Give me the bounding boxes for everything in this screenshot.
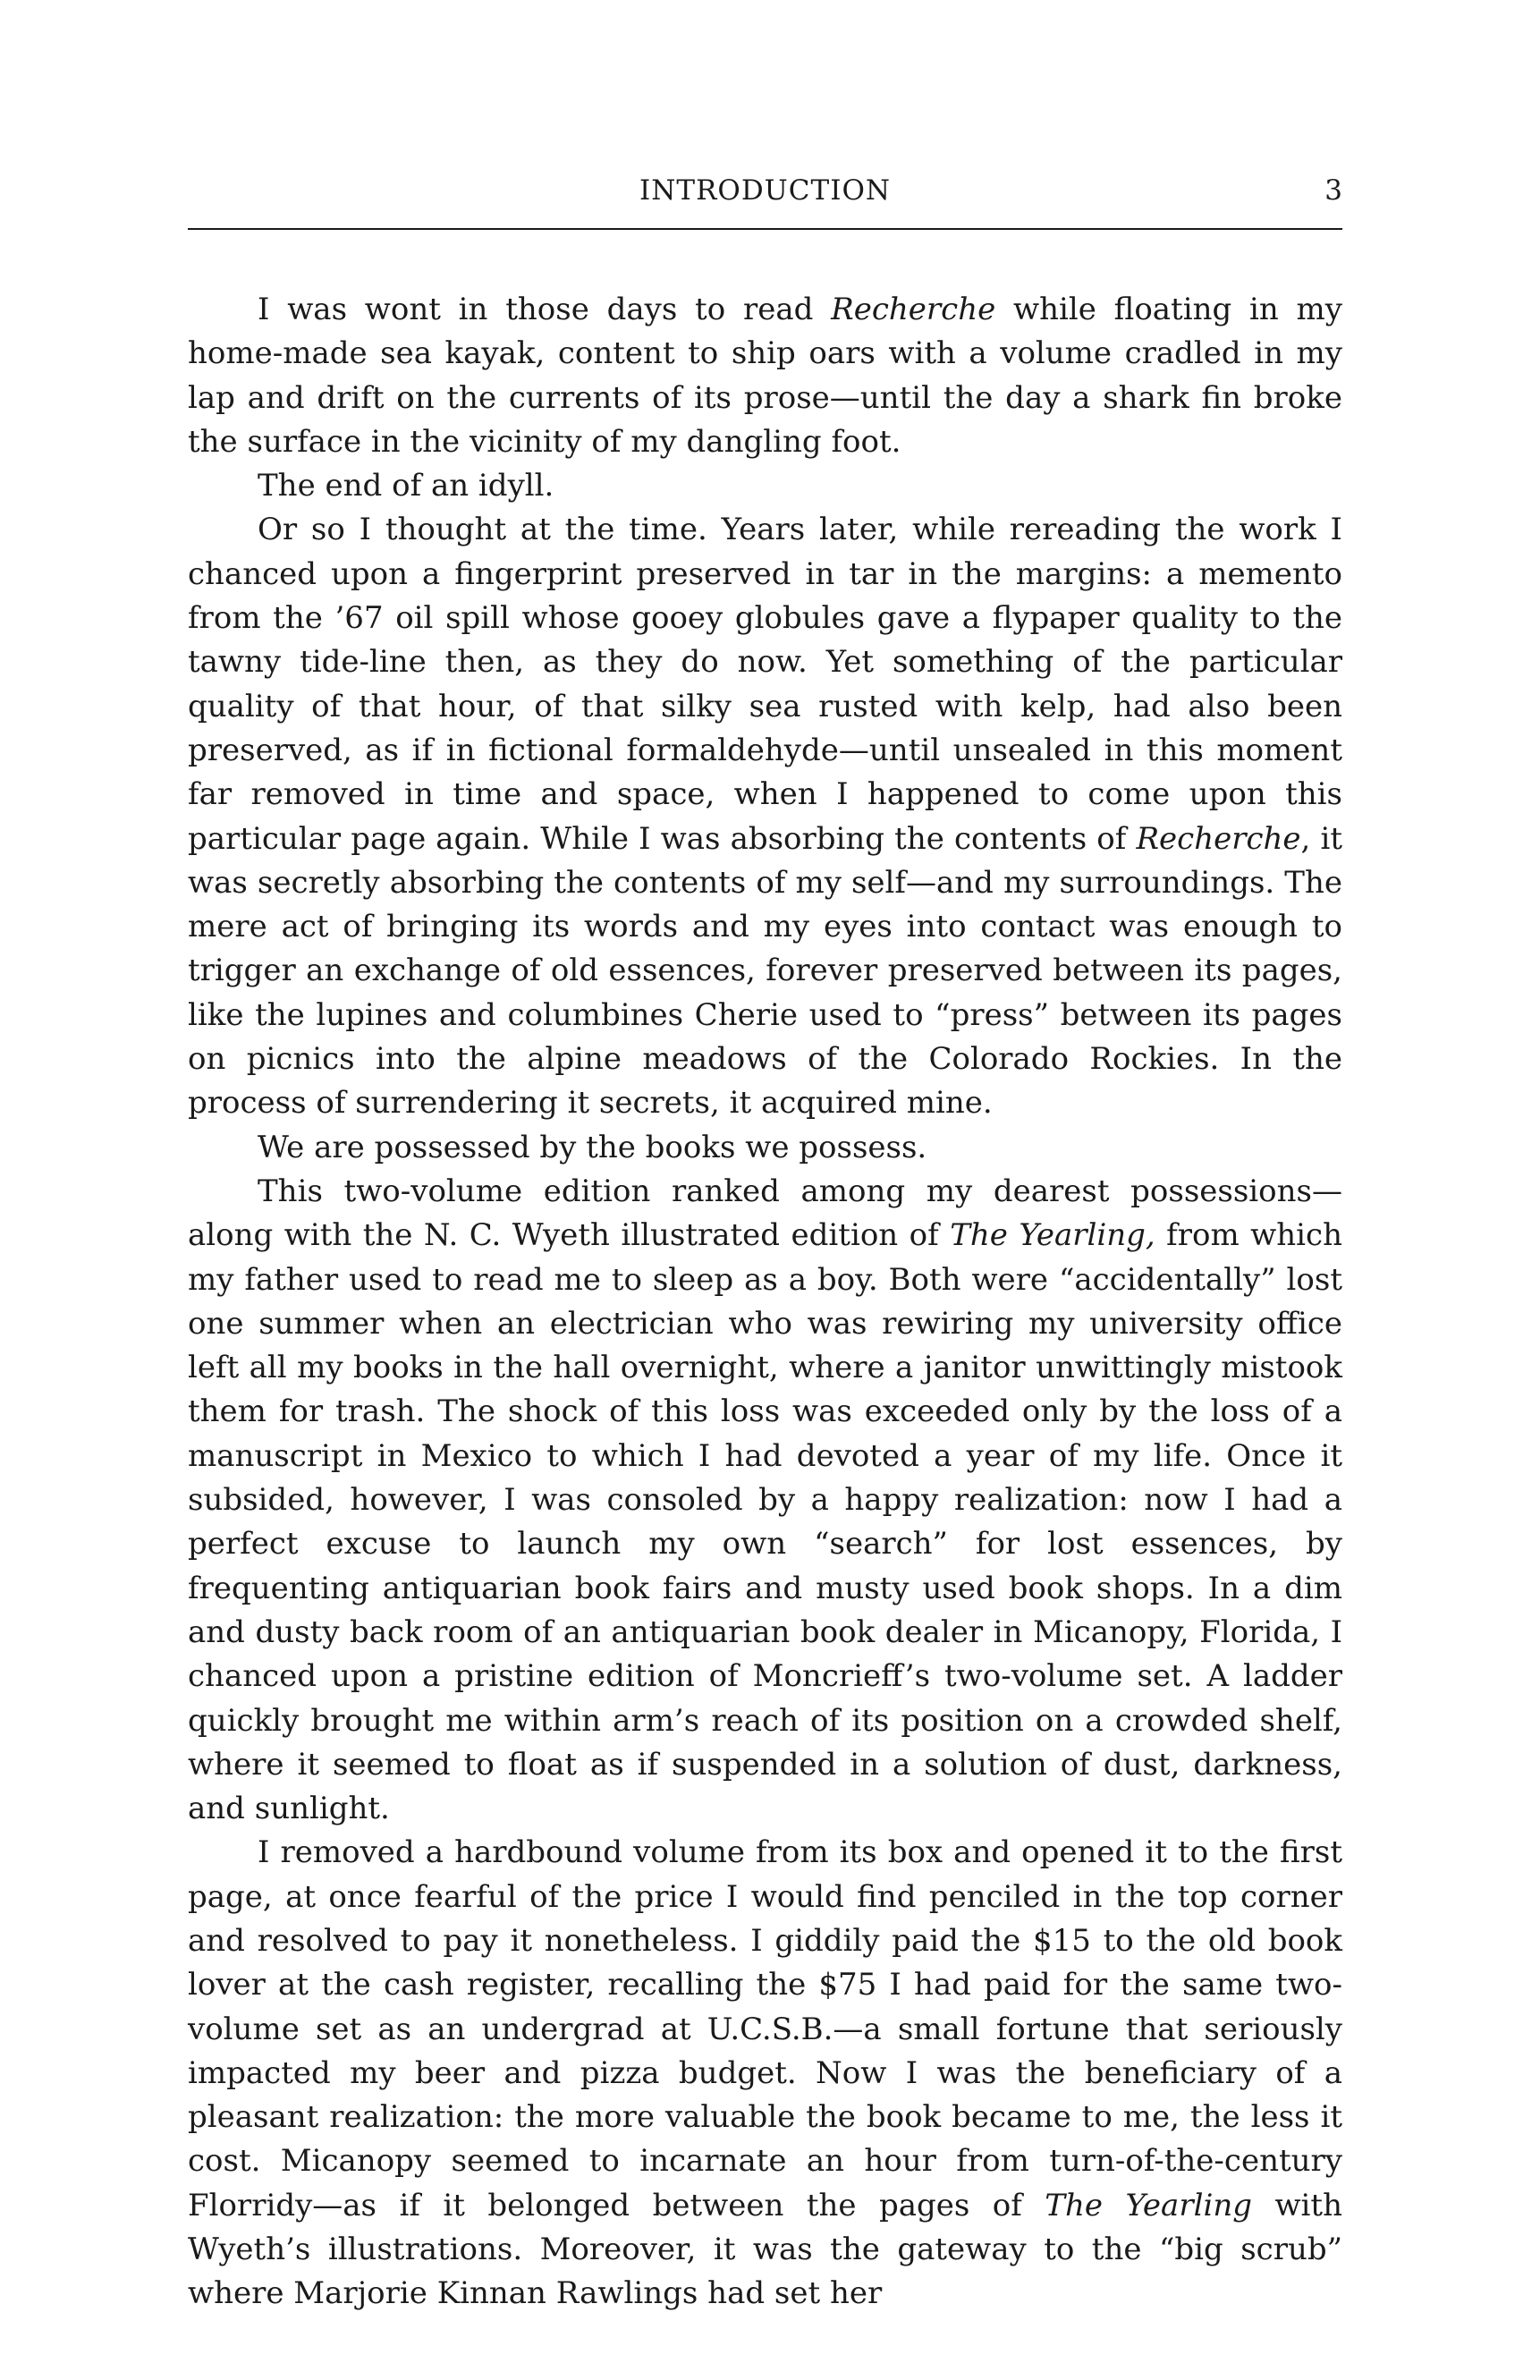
header-rule [188, 228, 1342, 230]
body-text [188, 288, 1342, 2316]
text-run: I removed a hardbound volume from its box and opened it to the first page, at once fearful of the price I would find penciled in the top corner and resolved to pay it nonetheless. I giddily paid the $15 to the old book lover at the cash register, recalling the $75 I had paid for the same two-volume set as an undergrad at U.C.S.B.—a small fortune that seriously impacted my beer and pizza budget. Now I was the beneficiary of a pleasant realization: the more valuable the book became to me, the less it cost. Micanopy seemed to incarnate an hour from turn-of-the-century Florridy—as if it belonged between the pages of [188, 1834, 1342, 2223]
italic-title: The Yearling, [950, 1217, 1155, 1254]
paragraph [188, 1831, 1342, 2316]
paragraph [188, 288, 1342, 464]
text-run: We are possessed by the books we possess. [258, 1129, 927, 1165]
paragraph [188, 1126, 1342, 1170]
text-run: with Wyeth’s illustrations. Moreover, it was the gateway to the “big scrub” where Marjorie Kinnan Rawlings had set her [188, 2187, 1342, 2312]
text-run: This two-volume edition ranked among my dearest possessions—along with the N. C. Wyeth illustrated edition of [188, 1173, 1342, 1254]
text-run: , it was secretly absorbing the contents of my self—and my surroundings. The mere act of bringing its words and my eyes into contact was enough to trigger an exchange of old essences, forever preserved between its pages, like the lupines and columbines Cherie used to “press” between its pages on picnics into the alpine meadows of the Colorado Rockies. In the process of surrendering it secrets, it acquired mine. [188, 820, 1342, 1122]
italic-title: The Yearling [1045, 2187, 1252, 2223]
italic-title: Recherche [1136, 820, 1301, 857]
text-run: I was wont in those days to read [258, 292, 832, 327]
page-header [188, 168, 1342, 213]
paragraph [188, 508, 1342, 1125]
paragraph [188, 1170, 1342, 1831]
italic-title: Recherche [831, 292, 996, 327]
page-number: 3 [1324, 174, 1342, 207]
text-run: while floating in my home-made sea kayak, content to ship oars with a volume cradled in my lap and drift on the currents of its prose—until the day a shark fin broke the surface in the vicinity of my dangling foot. [188, 292, 1343, 460]
text-run: Or so I thought at the time. Years later, while rereading the work I chanced upon a fingerprint preserved in tar in the margins: a memento from the ’67 oil spill whose gooey globules gave a flypaper quality to the tawny tide-line then, as they do now. Yet something of the particular quality of that hour, of that silky sea rusted with kelp, had also been preserved, as if in fictional formaldehyde—until unsealed in this moment far removed in time and space, when I happened to come upon this particular page again. While I was absorbing the contents of [188, 512, 1342, 857]
text-run: from which my father used to read me to sleep as a boy. Both were “accidentally” lost one summer when an electrician who was rewiring my university office left all my books in the hall overnight, where a janitor unwittingly mistook them for trash. The shock of this loss was exceeded only by the loss of a manuscript in Mexico to which I had devoted a year of my life. Once it subsided, however, I was consoled by a happy realization: now I had a perfect excuse to launch my own “search” for lost essences, by frequenting antiquarian book fairs and musty used book shops. In a dim and dusty back room of an antiquarian book dealer in Micanopy, Florida, I chanced upon a pristine edition of Moncrieff’s two-volume set. A ladder quickly brought me within arm’s reach of its position on a crowded shelf, where it seemed to float as if suspended in a solution of dust, darkness, and sunlight. [188, 1217, 1342, 1827]
running-head: INTRODUCTION [639, 174, 891, 207]
text-run: The end of an idyll. [258, 468, 554, 504]
paragraph [188, 464, 1342, 508]
